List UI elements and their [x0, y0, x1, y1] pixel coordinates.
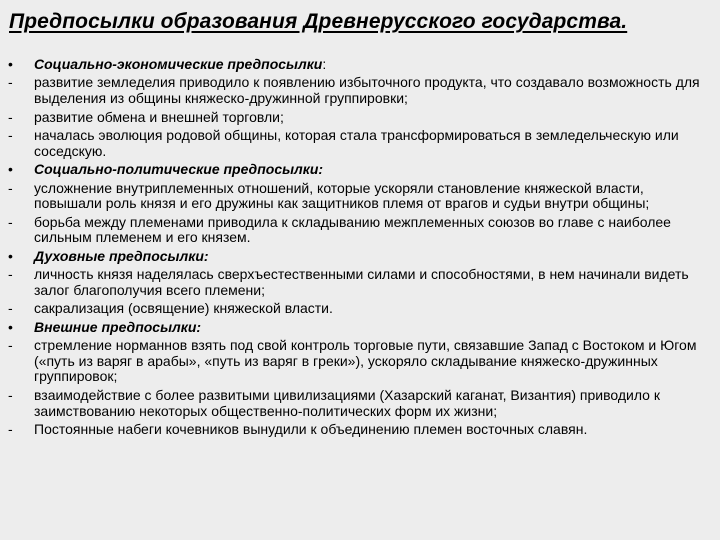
list-item [8, 267, 712, 298]
dash-marker: - [8, 300, 13, 317]
section-heading: Социально-экономические предпосылки: [34, 56, 327, 72]
list-item-text: развитие обмена и внешней торговли; [34, 108, 284, 125]
dash-marker: - [8, 74, 13, 91]
list-item-text: личность князя наделялась сверхъестественными силами и способностями, в нем начинали видеть залог благополучия всего племени; [34, 266, 689, 298]
section-heading: Социально-политические предпосылки: [34, 161, 324, 178]
list-item-text: усложнение внутриплеменных отношений, которые ускоряли становление княжеской власти, повышали роль князя и его дружины как защитников племя от врагов и судьи внутри общины; [34, 179, 650, 212]
dash-marker: - [8, 108, 13, 125]
list-item [8, 128, 712, 159]
list-item [8, 422, 712, 438]
dash-marker: - [8, 421, 13, 438]
bullet-marker: • [8, 161, 13, 178]
dash-marker: - [8, 127, 13, 144]
dash-marker: - [8, 179, 13, 196]
list-item [8, 388, 712, 419]
list-item-text: взаимодействие с более развитыми цивилизациями (Хазарский каганат, Византия) приводило к заимствованию некоторых общественно-политических форм их жизни; [34, 386, 660, 419]
section-heading: Духовные предпосылки: [34, 247, 209, 264]
bullet-list [8, 57, 712, 441]
list-item-text: борьба между племенами приводила к складыванию межплеменных союзов во главе с наиболее сильным племенем и его князем. [34, 213, 671, 246]
list-item-heading [8, 320, 712, 336]
section-heading: Внешние предпосылки: [34, 318, 202, 335]
list-item-text: Постоянные набеги кочевников вынудили к объединению племен восточных славян. [34, 421, 588, 438]
list-item-heading [8, 249, 712, 265]
dash-marker: - [8, 213, 13, 230]
list-item-text: стремление норманнов взять под свой контроль торговые пути, связавшие Запад с Востоком и Югом («путь из варяг в арабы», «путь из варяг в греки»), ускоряло складывание княжеско-дружинных группировок; [34, 337, 697, 385]
list-item-text: началась эволюция родовой общины, которая стала трансформироваться в земледельческую или соседскую. [34, 127, 679, 159]
list-item [8, 110, 712, 126]
dash-marker: - [8, 386, 13, 403]
list-item-heading [8, 57, 712, 73]
dash-marker: - [8, 266, 13, 283]
list-item [8, 301, 712, 317]
list-item [8, 181, 712, 212]
bullet-marker: • [8, 247, 13, 264]
bullet-marker: • [8, 56, 13, 72]
dash-marker: - [8, 337, 13, 354]
slide-title: Предпосылки образования Древнерусского государства. [9, 10, 628, 33]
list-item-text: развитие земледелия приводило к появлению избыточного продукта, что создавало возможность для выделения из общины княжеско-дружинной группировки; [34, 74, 700, 107]
list-item-heading [8, 162, 712, 178]
list-item-text: сакрализация (освящение) княжеской власти. [34, 300, 333, 317]
bullet-marker: • [8, 318, 13, 335]
list-item [8, 75, 712, 106]
list-item [8, 338, 712, 385]
list-item [8, 215, 712, 246]
